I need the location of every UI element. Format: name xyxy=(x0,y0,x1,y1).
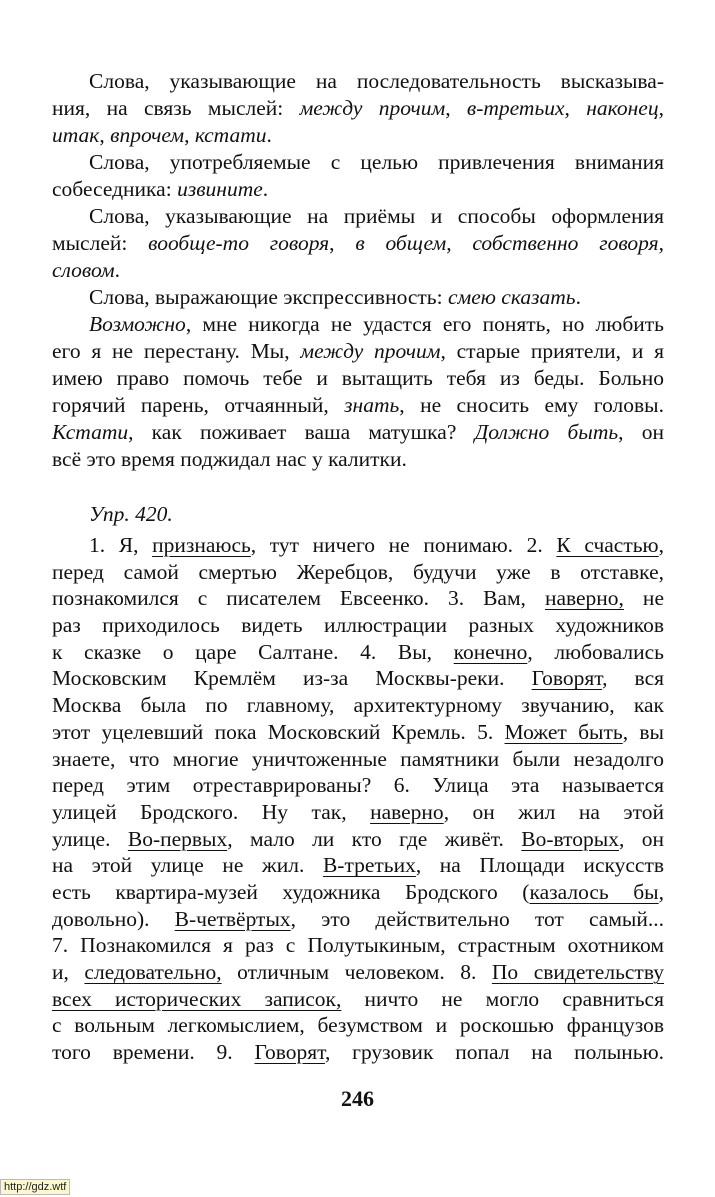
text-line xyxy=(52,176,664,203)
italic-phrase: извините xyxy=(177,177,263,201)
exercise-heading: Упр. 420. xyxy=(89,502,173,526)
text-run: и, xyxy=(52,960,85,984)
text-run: на этой улице не жил. xyxy=(52,853,323,878)
underlined-phrase: По свидетельству xyxy=(491,960,664,984)
text-run: , вы xyxy=(622,719,664,744)
text-line xyxy=(52,959,664,986)
text-line xyxy=(52,257,664,284)
text-run: того времени. 9. xyxy=(52,1040,255,1065)
text-run: познакомился с писателем Евсеенко. 3. Вам, xyxy=(52,586,545,611)
underlined-phrase: Говорят xyxy=(254,1040,325,1065)
underlined-phrase: Во-первых xyxy=(127,826,228,851)
text-line xyxy=(52,365,664,392)
text-line xyxy=(52,230,664,257)
text-line xyxy=(52,203,664,230)
italic-phrase: словом xyxy=(52,258,115,282)
text-line xyxy=(52,852,664,879)
text-line xyxy=(52,612,664,639)
text-run: , мало ли кто где живёт. xyxy=(227,826,522,851)
text-run: , старые приятели, и я xyxy=(440,339,664,363)
text-run: его я не перестану. Мы, xyxy=(52,339,301,363)
text-run: довольно). xyxy=(52,906,175,931)
text-line xyxy=(52,122,664,149)
underlined-phrase: В-четвёртых xyxy=(174,906,291,931)
underlined-phrase: Может быть xyxy=(504,719,623,744)
italic-phrase: в-третьих xyxy=(466,96,565,120)
text-line xyxy=(52,338,664,365)
text-run: , любовались xyxy=(527,639,664,664)
italic-phrase: впрочем xyxy=(110,123,185,147)
text-run: Слова, употребляемые с целью привлечения внимания xyxy=(89,150,664,174)
text-run: раз приходилось видеть иллюстрации разных художников xyxy=(52,613,664,638)
italic-phrase: Должно быть xyxy=(474,420,619,444)
text-run: , xyxy=(99,123,111,147)
italic-phrase: наконец xyxy=(586,96,659,120)
text-run: . xyxy=(114,258,121,282)
text-run: Слова, указывающие на последовательность высказыва- xyxy=(89,69,664,93)
text-run: , он xyxy=(618,826,664,851)
text-run: , мне никогда не удастся его понять, но любить xyxy=(185,312,664,336)
text-run: Слова, указывающие на приёмы и способы оформления xyxy=(89,204,664,228)
italic-phrase: собственно говоря xyxy=(472,231,659,255)
text-run: собеседника: xyxy=(52,177,178,201)
text-run: , xyxy=(445,96,467,120)
text-run: Слова, выражающие экспрессивность: xyxy=(89,285,448,309)
text-line xyxy=(52,585,664,612)
text-run: , на Площади искусств xyxy=(415,853,665,878)
italic-phrase: в общем xyxy=(355,231,447,255)
text-line xyxy=(52,311,664,338)
text-run: , как поживает ваша матушка? xyxy=(128,420,475,444)
underlined-phrase: Во-вторых xyxy=(521,826,619,851)
text-line xyxy=(52,284,664,311)
text-run: , тут ничего не понимаю. 2. xyxy=(250,533,557,557)
text-run: , xyxy=(564,96,587,120)
text-run: , это действительно тот самый... xyxy=(290,906,664,931)
underlined-phrase: К счастью xyxy=(556,533,659,557)
page-number: 246 xyxy=(341,1086,374,1111)
text-run: перед самой смертью Жеребцов, будучи уже в отставке, xyxy=(52,559,664,584)
text-line xyxy=(52,419,664,446)
text-run: к сказке о царе Салтане. 4. Вы, xyxy=(52,639,454,664)
text-run: знаете, что многие уничтоженные памятники были незадолго xyxy=(52,746,664,771)
text-run: , xyxy=(658,533,664,557)
underlined-phrase: Говорят xyxy=(531,666,603,691)
text-line xyxy=(52,772,664,799)
italic-phrase: смею сказать xyxy=(447,285,576,309)
text-line xyxy=(52,799,664,826)
text-run: . xyxy=(262,177,269,201)
text-run: горячий парень, отчаянный, xyxy=(52,393,345,417)
exercise-text xyxy=(52,532,664,1066)
underlined-phrase: следовательно, xyxy=(84,960,222,984)
text-run: , вся xyxy=(602,666,664,691)
text-line xyxy=(52,986,664,1013)
underlined-phrase: В-третьих xyxy=(322,853,416,878)
text-run: , грузовик попал на полынью. xyxy=(324,1040,665,1065)
underlined-phrase: всех исторических записок, xyxy=(52,986,342,1011)
text-line xyxy=(52,826,664,853)
underlined-phrase: казалось бы xyxy=(529,879,659,904)
text-line xyxy=(52,719,664,746)
text-run: . xyxy=(575,285,581,309)
text-line xyxy=(52,692,664,719)
text-run: этот уцелевший пока Московский Кремль. 5. xyxy=(52,719,505,744)
italic-phrase: между прочим xyxy=(300,339,441,363)
text-line xyxy=(52,879,664,906)
text-run: , xyxy=(658,96,664,120)
underlined-phrase: наверно, xyxy=(544,586,624,611)
italic-phrase: между прочим xyxy=(299,96,446,120)
text-run: перед этим отреставрированы? 6. Улица эта называется xyxy=(52,773,664,798)
intro-text xyxy=(52,68,664,473)
text-run: ничто не могло сравниться xyxy=(341,986,664,1011)
text-line xyxy=(52,392,664,419)
text-line xyxy=(52,559,664,586)
text-run: , он xyxy=(618,420,664,444)
text-run: улицей Бродского. Ну так, xyxy=(52,799,371,824)
text-run: 1. Я, xyxy=(89,533,153,557)
italic-phrase: кстати xyxy=(194,123,267,147)
text-run: всё это время поджидал нас у калитки. xyxy=(52,447,407,471)
text-run: , он жил на этой xyxy=(443,799,664,824)
italic-phrase: знать xyxy=(344,393,400,417)
text-line xyxy=(52,746,664,773)
text-run: мыслей: xyxy=(52,231,149,255)
italic-phrase: Кстати xyxy=(52,420,129,444)
italic-phrase: вообще-то говоря xyxy=(148,231,330,255)
text-run: , xyxy=(329,231,356,255)
text-line xyxy=(52,932,664,959)
text-line xyxy=(52,665,664,692)
text-line xyxy=(52,1012,664,1039)
text-line xyxy=(52,532,664,559)
underlined-phrase: признаюсь xyxy=(152,533,251,557)
text-run: , не сносить ему головы. xyxy=(399,393,664,417)
text-run: Москва была по главному, архитектурному звучанию, как xyxy=(52,693,664,718)
text-line xyxy=(52,149,664,176)
italic-phrase: итак xyxy=(52,123,100,147)
text-run: , xyxy=(658,231,664,255)
text-run: имею право помочь тебе и вытащить тебя из беды. Больно xyxy=(52,366,664,390)
text-run: , xyxy=(184,123,195,147)
text-run: , xyxy=(658,879,664,904)
footer-link[interactable]: http://gdz.wtf xyxy=(0,1179,70,1195)
text-run: ния, на связь мыслей: xyxy=(52,96,300,120)
text-run: , xyxy=(446,231,473,255)
text-line xyxy=(52,95,664,122)
text-run: отличным человеком. 8. xyxy=(221,960,492,984)
underlined-phrase: конечно xyxy=(453,639,528,664)
text-line xyxy=(52,1039,664,1066)
text-run: улице. xyxy=(52,826,128,851)
text-run: 7. Познакомился я раз с Полутыкиным, страстным охотником xyxy=(52,933,664,958)
text-run: Московским Кремлём из-за Москвы-реки. xyxy=(52,666,532,691)
text-run: . xyxy=(266,123,272,147)
text-run: есть квартира-музей художника Бродского ( xyxy=(52,879,530,904)
text-run: с вольным легкомыслием, безумством и роскошью французов xyxy=(52,1013,664,1038)
text-line xyxy=(52,639,664,666)
text-run: не xyxy=(623,586,664,611)
italic-phrase: Возможно xyxy=(89,312,186,336)
text-line xyxy=(52,446,664,473)
text-line xyxy=(52,906,664,933)
text-line xyxy=(52,68,664,95)
underlined-phrase: наверно xyxy=(370,799,444,824)
